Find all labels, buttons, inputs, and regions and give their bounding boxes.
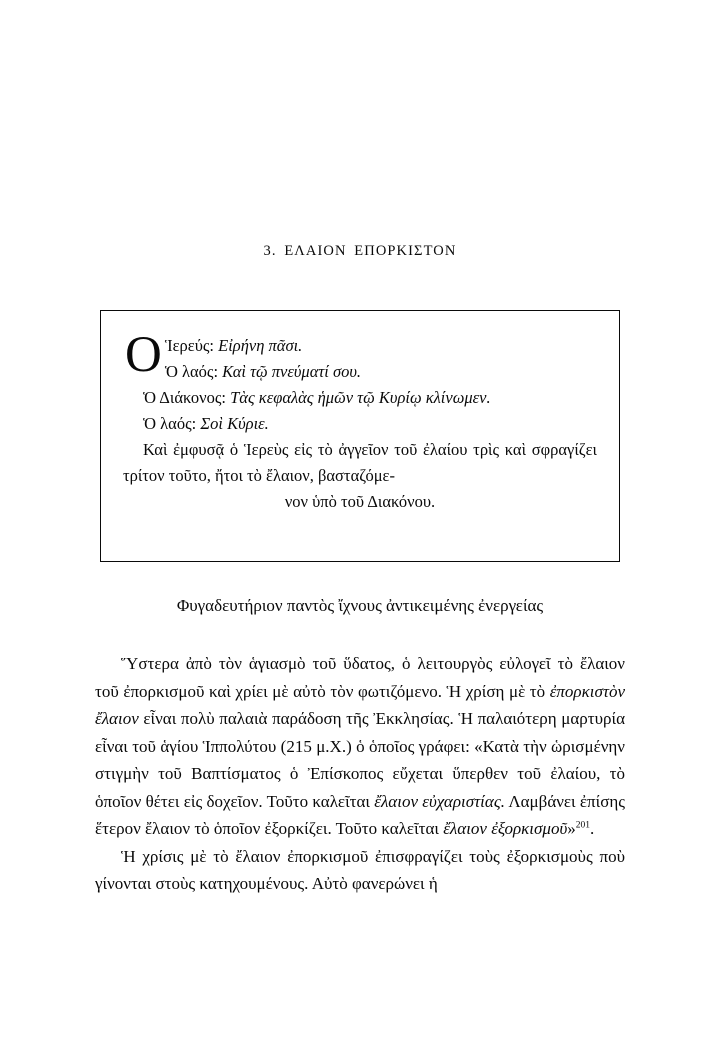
paragraph-1-segment-1: Ὕστερα ἀπὸ τὸν ἁγιασμὸ τοῦ ὕδατος, ὁ λειτουργὸς εὐλογεῖ τὸ ἔλαιον τοῦ ἐπορκισμοῦ καὶ χρίει μὲ αὐτὸ τὸν φωτιζόμενο. Ἡ χρίση μὲ τὸ bbox=[95, 654, 625, 701]
dropcap-letter: Ο bbox=[125, 327, 162, 383]
speaker-label-people-2: Ὁ λαός: bbox=[143, 414, 197, 434]
rubric-text-priest-peace: Εἰρήνη πᾶσι. bbox=[218, 336, 303, 355]
paragraph-1-segment-2: εἶναι πολὺ παλαιὰ παράδοση τῆς Ἐκκλησίας. Ἡ παλαιότερη μαρτυρία εἶναι τοῦ ἁγίου Ἱππολύτου (215 μ.Χ.) ὁ ὁποῖος γράφει: «Κατὰ τὴν ὡρισμένην στιγμὴν τοῦ Βαπτίσματος ὁ Ἐπίσκοπος εὔχεται ὕπερθεν τοῦ ἐλαίου, τὸ ὁποῖον θέτει εἰς δοχεῖον. Τοῦτο καλεῖται bbox=[95, 709, 625, 811]
rubric-line-people-response bbox=[123, 359, 597, 385]
rubric-text-people-to-you-lord: Σοὶ Κύριε. bbox=[200, 414, 269, 434]
paragraph-1-italic-exorcised-oil: ἐπορκιστὸν ἔλαιον bbox=[95, 681, 625, 729]
rubric-line-deacon-bow bbox=[123, 385, 597, 411]
rubric-line-priest-peace bbox=[123, 333, 597, 359]
rubric-closing-instruction: Καὶ ἐμφυσᾷ ὁ Ἱερεὺς εἰς τὸ ἀγγεῖον τοῦ ἐλαίου τρὶς καὶ σφραγίζει τρίτον τοῦτο, ἤτοι τὸ ἔλαιον, βασταζόμε- bbox=[123, 440, 597, 486]
rubric-text-deacon-bow: Τὰς κεφαλὰς ἡμῶν τῷ Κυρίῳ κλίνωμεν. bbox=[230, 388, 491, 408]
subsection-subtitle: Φυγαδευτήριον παντὸς ἴχνους ἀντικειμένης ἐνεργείας bbox=[176, 596, 544, 615]
paragraph-1-italic-oil-of-exorcism: ἔλαιον ἐξορκισμοῦ bbox=[443, 819, 568, 839]
body-paragraph-2: Ἡ χρίσις μὲ τὸ ἔλαιον ἐπορκισμοῦ ἐπισφραγίζει τοὺς ἐξορκισμοὺς ποὺ γίνονται στοὺς κατηχουμένους. Αὐτὸ φανερώνει ἡ bbox=[95, 846, 625, 894]
speaker-label-deacon: Ὁ Διάκονος: bbox=[143, 388, 226, 408]
section-heading: 3. ΕΛΑΙΟΝ ΕΠΟΡΚΙΣΤΟΝ bbox=[263, 243, 457, 259]
paragraph-1-italic-oil-of-thanksgiving: ἔλαιον εὐχαριστίας. bbox=[374, 791, 505, 811]
speaker-label-people-1: Ὁ λαός: bbox=[164, 362, 219, 382]
rubric-text-people-response: Καὶ τῷ πνεύματί σου. bbox=[222, 362, 362, 382]
footnote-marker-201: 201 bbox=[575, 820, 590, 831]
body-paragraph-1 bbox=[95, 650, 625, 843]
liturgical-rubric-box bbox=[100, 310, 620, 562]
speaker-label-priest: Ἱερεύς: bbox=[164, 336, 214, 355]
rubric-line-people-to-you-lord bbox=[123, 411, 597, 437]
paragraph-1-segment-4: » bbox=[567, 819, 576, 839]
body-text-block bbox=[95, 650, 625, 898]
paragraph-1-segment-5: . bbox=[590, 819, 595, 839]
paragraph-1-segment-3: Λαμβάνει ἐπίσης ἕτερον ἔλαιον τὸ ὁποῖον ἐξορκίζει. Τοῦτο καλεῖται bbox=[95, 791, 625, 839]
rubric-box-content bbox=[101, 311, 619, 515]
rubric-closing-instruction-last-line: νον ὑπὸ τοῦ Διακόνου. bbox=[284, 492, 436, 512]
